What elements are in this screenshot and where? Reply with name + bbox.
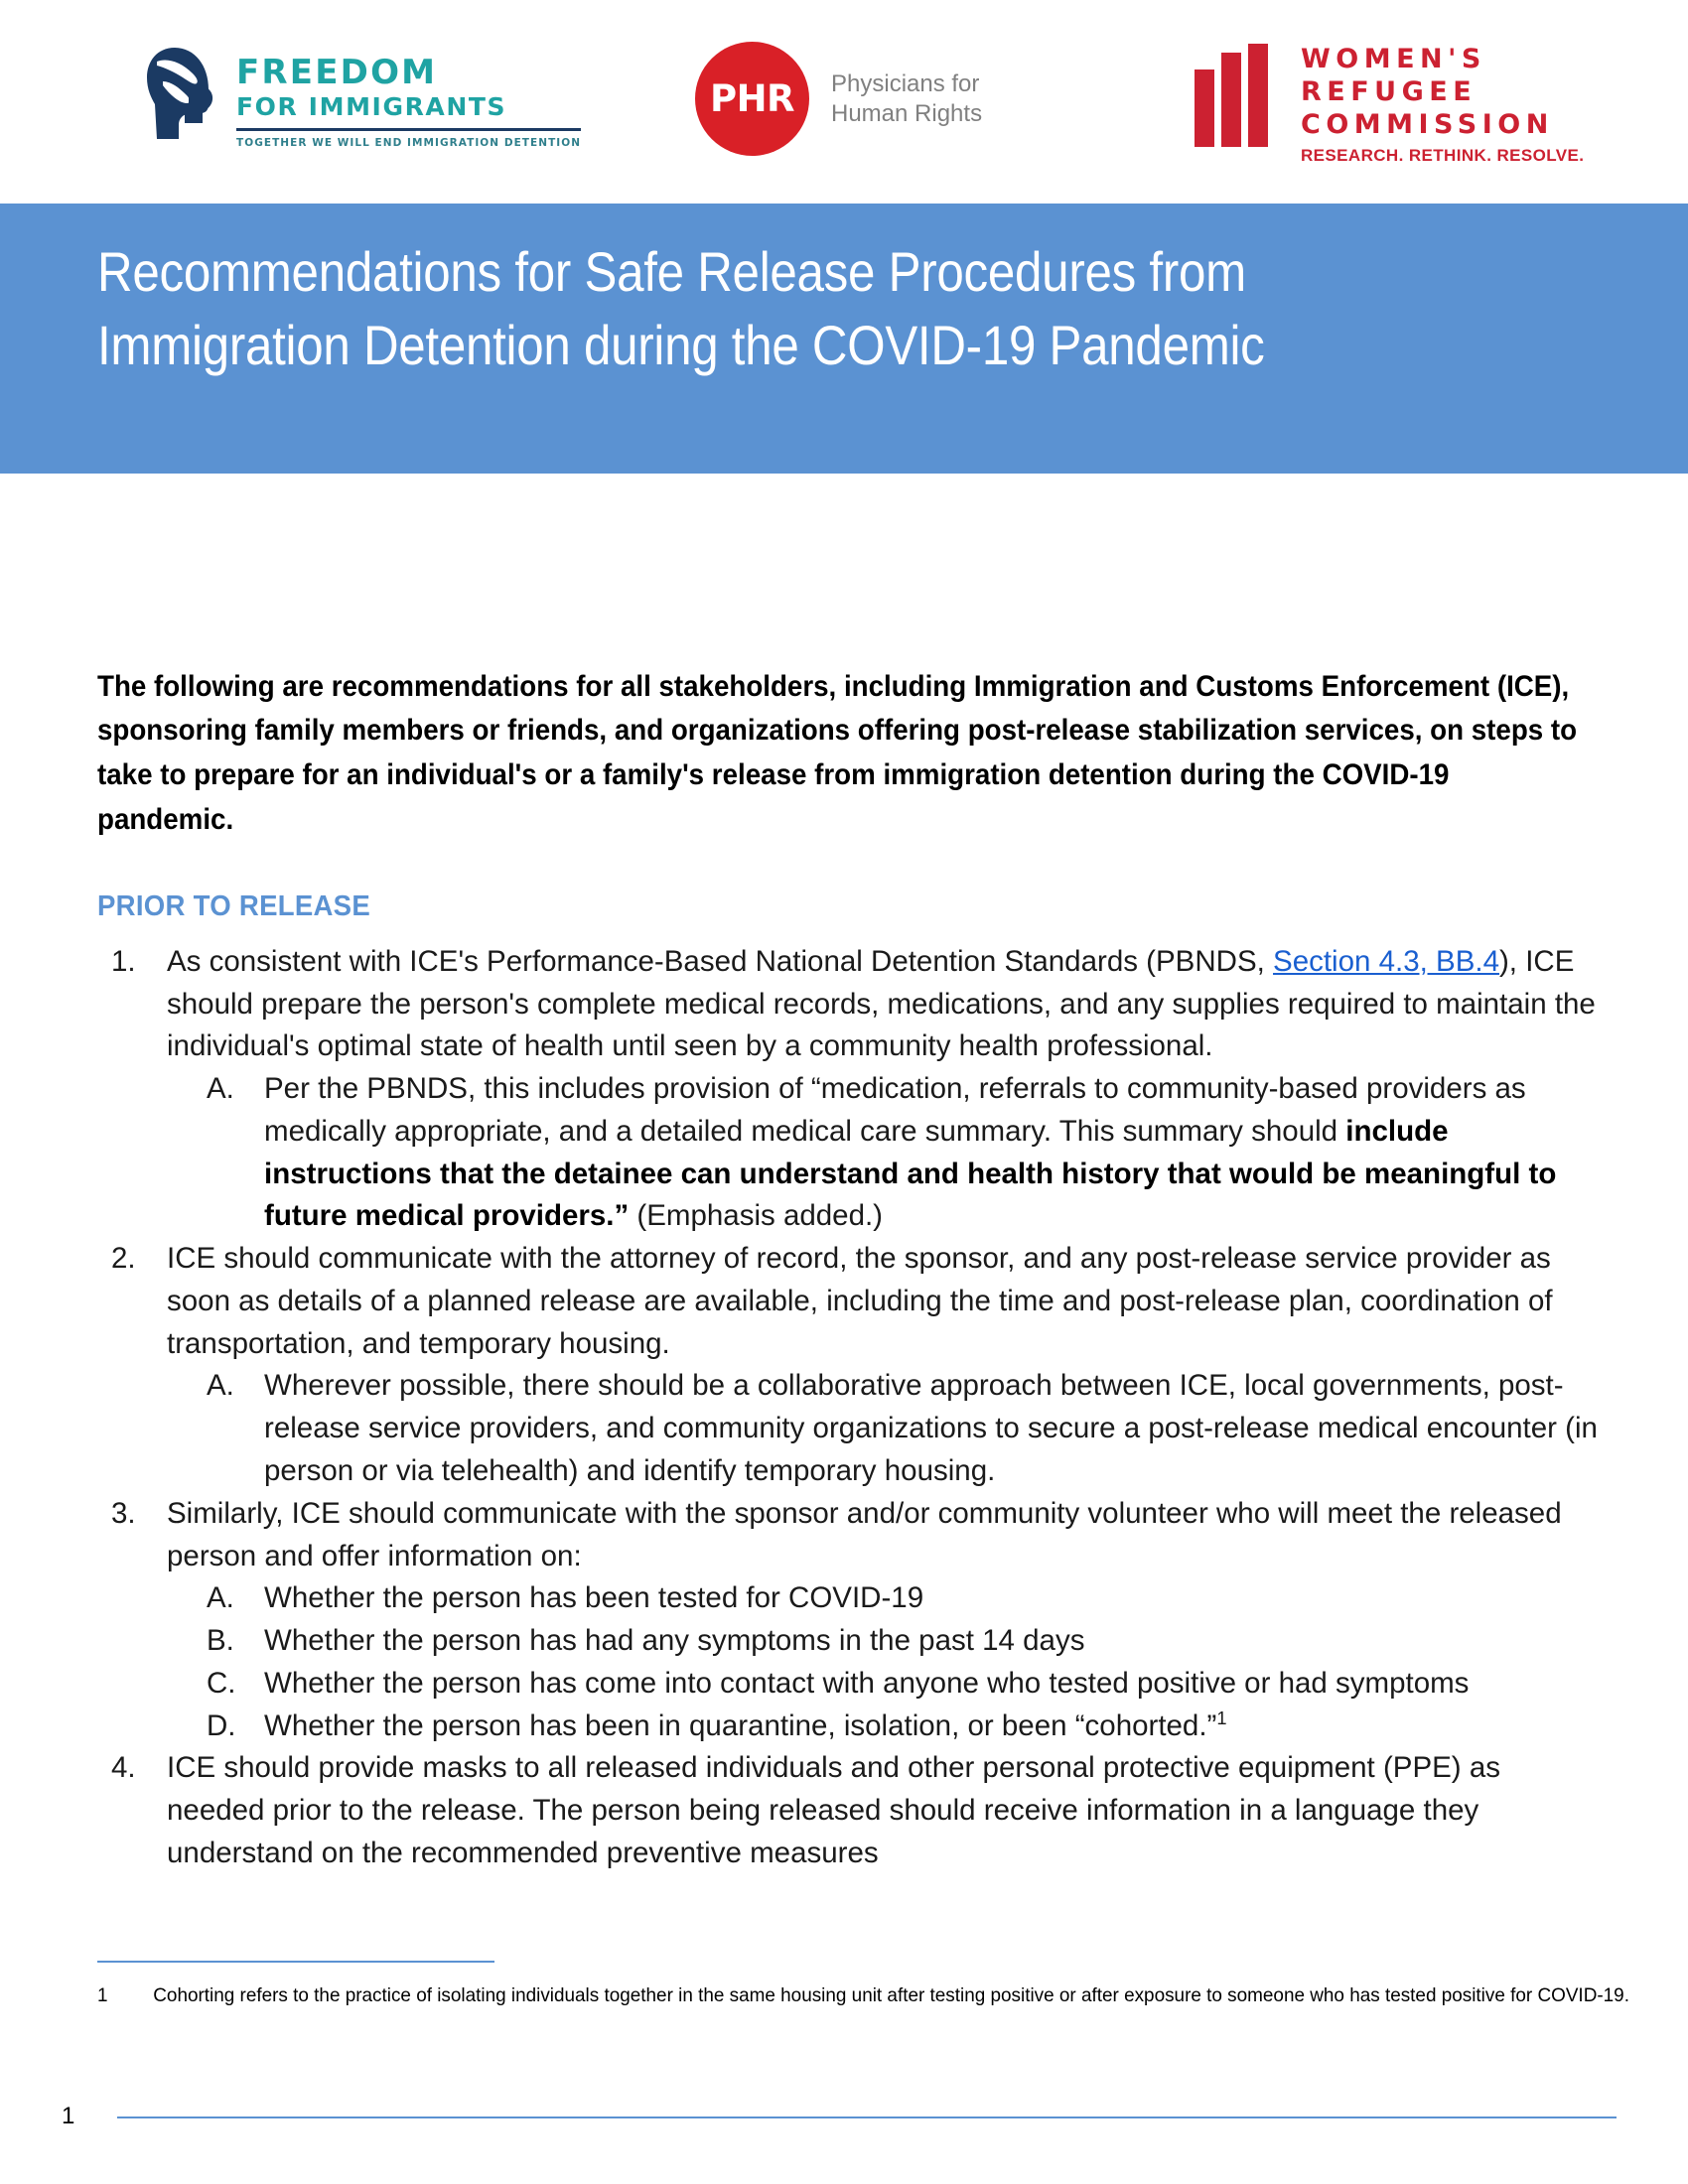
list-item-1 bbox=[97, 941, 1599, 1238]
recommendations-list bbox=[97, 941, 1599, 1875]
sublist-1 bbox=[167, 1068, 1599, 1238]
list-item-3c-text: Whether the person has come into contact with anyone who tested positive or had symptoms bbox=[264, 1666, 1470, 1700]
item1a-part2: (Emphasis added.) bbox=[629, 1199, 884, 1233]
list-marker: A. bbox=[207, 1369, 234, 1403]
list-item-3a bbox=[193, 1577, 1599, 1620]
logo-freedom-for-immigrants bbox=[145, 48, 581, 149]
page-title bbox=[97, 235, 1426, 383]
ffi-divider bbox=[236, 128, 581, 131]
list-marker: 4. bbox=[111, 1751, 136, 1785]
phr-circle-icon bbox=[695, 42, 809, 156]
list-item-3d bbox=[193, 1706, 1599, 1748]
list-marker: D. bbox=[207, 1708, 236, 1742]
wrc-wordmark-line3: COMMISSION bbox=[1301, 108, 1554, 140]
logo-bar bbox=[0, 0, 1688, 204]
item1-part2: ), ICE should prepare the person's complete medical records, medications, and any supplies required to maintain the individual's optimal state of health until seen by a community health professional. bbox=[167, 944, 1596, 1063]
three-bars-icon bbox=[1195, 44, 1275, 147]
wrc-wordmark-line2: REFUGEE bbox=[1301, 75, 1477, 107]
head-profile-dove-icon bbox=[145, 48, 220, 139]
ffi-wordmark-line2: FOR IMMIGRANTS bbox=[236, 92, 507, 121]
list-marker: A. bbox=[207, 1581, 234, 1615]
list-item-3 bbox=[97, 1493, 1599, 1748]
list-marker: B. bbox=[207, 1624, 234, 1658]
footnote-area bbox=[97, 1961, 1629, 2010]
list-item-3d-text bbox=[264, 1706, 1599, 1748]
footnote-reference[interactable]: 1 bbox=[1216, 1706, 1227, 1728]
list-item-3b-text: Whether the person has had any symptoms in the past 14 days bbox=[264, 1624, 1085, 1658]
list-item-1a bbox=[193, 1068, 1599, 1238]
list-marker: A. bbox=[207, 1072, 234, 1106]
list-item-3b bbox=[193, 1620, 1599, 1663]
item3d-body: Whether the person has been in quarantine, isolation, or been “cohorted.” bbox=[264, 1708, 1217, 1742]
main-content bbox=[97, 635, 1599, 1875]
list-marker: 3. bbox=[111, 1496, 136, 1530]
list-item-2a-text: Wherever possible, there should be a collaborative approach between ICE, local governments, post-release service providers, and community organizations to secure a post-release medical encounter (in person or via telehealth) and identify temporary housing. bbox=[264, 1369, 1598, 1487]
intro-paragraph: The following are recommendations for all stakeholders, including Immigration and Customs Enforcement (ICE), sponsoring family members or friends, and organizations offering post-release stabilization services, on steps to take to prepare for an individual's or a family's release from immigration detention during the COVID-19 pandemic. bbox=[97, 669, 1578, 836]
section-heading-prior-to-release: PRIOR TO RELEASE bbox=[97, 889, 371, 922]
logo-physicians-for-human-rights bbox=[695, 42, 982, 156]
list-item-3c bbox=[193, 1663, 1599, 1706]
ffi-wordmark-line1: FREEDOM bbox=[236, 53, 438, 92]
page-footer bbox=[0, 2095, 1688, 2134]
list-item-4-text: ICE should provide masks to all released individuals and other personal protective equipment (PPE) as needed prior to the release. The person being released should receive information in a language they understand on the recommended preventive measures bbox=[167, 1751, 1500, 1869]
wrc-tagline: RESEARCH. RETHINK. RESOLVE. bbox=[1301, 145, 1585, 165]
phr-name-line2: Human Rights bbox=[831, 99, 983, 127]
sublist-2 bbox=[167, 1365, 1599, 1492]
footnote-separator bbox=[97, 1961, 494, 1963]
list-item-2-text: ICE should communicate with the attorney of record, the sponsor, and any post-release service provider as soon as details of a planned release are available, including the time and post-release plan, coordination of transportation, and temporary housing. bbox=[167, 1242, 1553, 1360]
list-marker: C. bbox=[207, 1666, 236, 1700]
page-title-line2: Immigration Detention during the COVID-19 Pandemic bbox=[97, 314, 1265, 377]
list-item-1a-text bbox=[264, 1068, 1599, 1238]
list-item-3a-text: Whether the person has been tested for COVID-19 bbox=[264, 1581, 924, 1615]
list-item-1-text bbox=[167, 941, 1599, 1068]
footnote-1 bbox=[97, 1980, 1655, 2010]
pbnds-section-link[interactable]: Section 4.3, BB.4 bbox=[1273, 944, 1499, 978]
list-marker: 2. bbox=[111, 1242, 136, 1276]
item1-part1: As consistent with ICE's Performance-Based National Detention Standards (PBNDS, bbox=[167, 944, 1274, 978]
list-item-2a bbox=[193, 1365, 1599, 1492]
ffi-tagline: TOGETHER WE WILL END IMMIGRATION DETENTION bbox=[236, 137, 582, 149]
logo-womens-refugee-commission bbox=[1195, 44, 1584, 164]
footer-divider bbox=[117, 2116, 1617, 2118]
list-item-2 bbox=[97, 1238, 1599, 1493]
wrc-wordmark-line1: WOMEN'S bbox=[1301, 44, 1486, 74]
list-marker: 1. bbox=[111, 944, 136, 978]
page-number: 1 bbox=[62, 2103, 75, 2129]
phr-acronym: PHR bbox=[709, 77, 795, 120]
title-banner bbox=[0, 204, 1688, 474]
item1a-part1: Per the PBNDS, this includes provision of “medication, referrals to community-based providers as medically appropriate, and a detailed medical care summary. This summary should bbox=[264, 1072, 1526, 1148]
list-item-4 bbox=[97, 1747, 1599, 1874]
footnote-number: 1 bbox=[97, 1984, 108, 2006]
list-item-3-text: Similarly, ICE should communicate with the sponsor and/or community volunteer who will meet the released person and offer information on: bbox=[167, 1496, 1562, 1572]
phr-name-line1: Physicians for bbox=[831, 69, 980, 97]
page-title-line1: Recommendations for Safe Release Procedures from bbox=[97, 240, 1246, 303]
footnote-text: Cohorting refers to the practice of isolating individuals together in the same housing unit after testing positive or after exposure to someone who has tested positive for COVID-19. bbox=[153, 1984, 1629, 2006]
item1a-emphasis: include instructions that the detainee can understand and health history that would be meaningful to future medical providers.” bbox=[264, 1114, 1557, 1233]
sublist-3 bbox=[167, 1577, 1599, 1747]
